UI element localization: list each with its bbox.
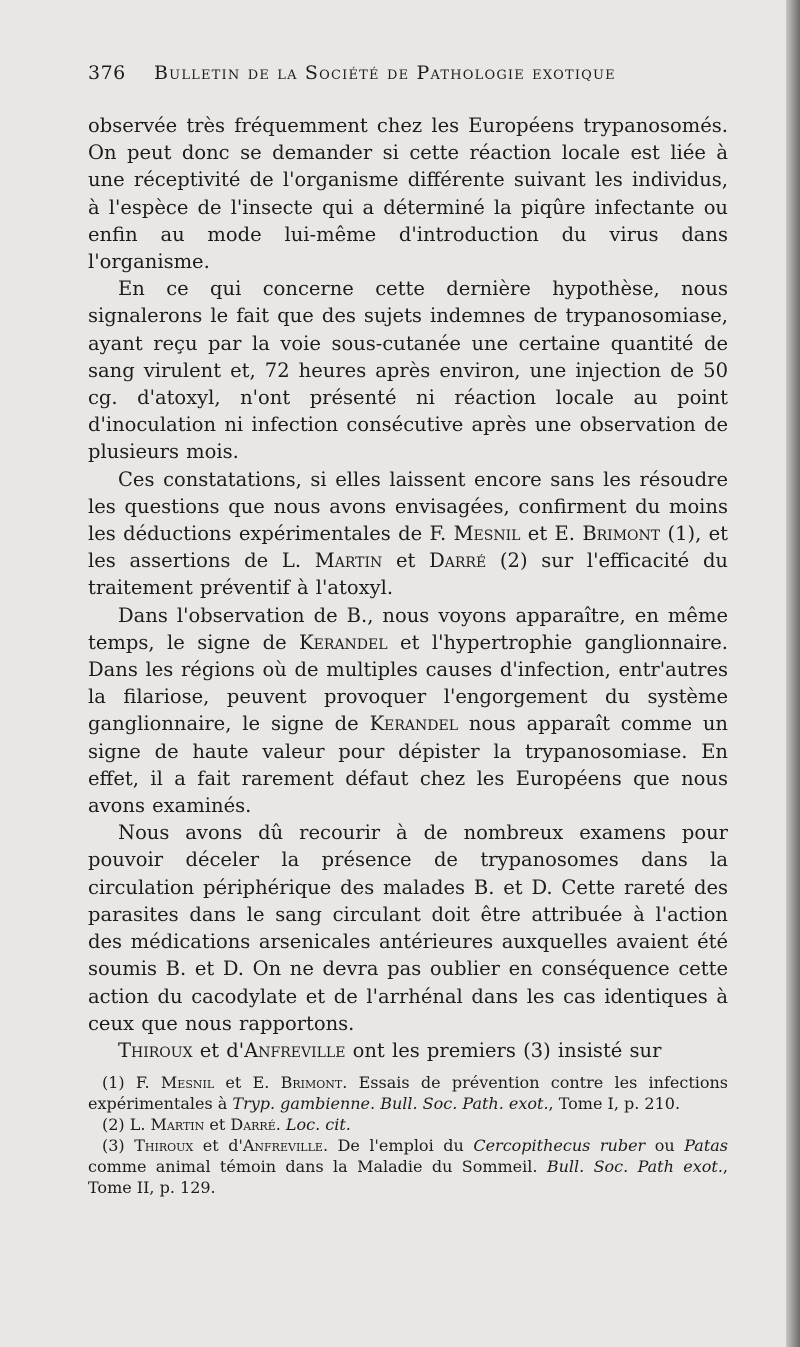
italic-run: Loc. cit. bbox=[285, 1115, 351, 1134]
paragraph-5: Nous avons dû recourir à de nombreux examens pour pouvoir déceler la présence de trypanosomes dans la circulation périphérique des malades B. et D. Cette rareté des parasites dans le sang circulant doit être attribuée à l'action des médications arsenicales antérieures auxquelles avaient été soumis B. et D. On ne devra pas oublier en conséquence cette action du cacodylate et de l'arrhénal dans les cas identiques à ceux que nous rapportons. bbox=[88, 821, 728, 1035]
paragraph-2: En ce qui concerne cette dernière hypothèse, nous signalerons le fait que des sujets indemnes de trypanosomiase, ayant reçu par la voie sous-cutanée une certaine quantité de sang virulent et, 72 heures après environ, une injection de 50 cg. d'atoxyl, n'ont présenté ni réaction locale au point d'inoculation ni infection consécutive après une observation de plusieurs mois. bbox=[88, 277, 728, 464]
text-run: . bbox=[275, 1115, 286, 1134]
text-run: nous apparaît comme un signe de haute valeur pour dépister la trypanosomiase. En effet, il a fait rarement défaut chez les Européens que nous avons examinés. bbox=[88, 712, 728, 818]
italic-run: Tryp. gambienne bbox=[232, 1094, 371, 1113]
footnotes bbox=[88, 1072, 728, 1198]
paragraph-3 bbox=[88, 466, 728, 602]
author-name: Mesnil bbox=[160, 1073, 215, 1092]
paragraph-1: observée très fréquemment chez les Européens trypanosomés. On peut donc se demander si cette réaction locale est liée à une réceptivité de l'organisme différente suivant les individus, à l'espèce de l'insecte qui a déterminé la piqûre infectante ou enfin au mode lui-même d'introduction du virus dans l'organisme. bbox=[88, 114, 728, 274]
author-name: Brimont bbox=[280, 1073, 343, 1092]
text-run: et d' bbox=[192, 1038, 245, 1062]
author-name: Thiroux bbox=[118, 1038, 193, 1062]
text-run: (1), et les assertions de L. bbox=[88, 522, 729, 573]
footnote-number: (3) bbox=[102, 1136, 135, 1155]
page-number: 376 bbox=[88, 62, 126, 84]
text-run: et l'hypertrophie ganglionnaire. Dans les régions où de multiples causes d'infection, entr'autres la filariose, peuvent provoquer l'engorgement du système ganglionnaire, le signe de bbox=[88, 630, 728, 736]
footnote-number: (2) L. bbox=[102, 1115, 151, 1134]
text-run: Ces constatations, si elles laissent encore sans les résoudre les questions que nous avons envisagées, confirment du moins les déductions expérimentales de F. bbox=[88, 467, 728, 546]
author-name: Darré bbox=[429, 549, 487, 573]
text-run: . Essais de prévention contre les infections expérimentales à bbox=[88, 1073, 729, 1113]
author-name: Kerandel bbox=[369, 712, 459, 736]
running-title: Bulletin de la Société de Pathologie exotique bbox=[154, 62, 616, 84]
footnote-3 bbox=[88, 1135, 728, 1198]
italic-run: Bull. Soc. Path exot. bbox=[546, 1157, 723, 1176]
paragraph-6 bbox=[88, 1037, 728, 1064]
author-name: Anfreville bbox=[244, 1038, 346, 1062]
text-run: . bbox=[370, 1094, 381, 1113]
text-run: comme animal témoin dans la Maladie du Sommeil. bbox=[88, 1157, 547, 1176]
author-name: Martin bbox=[150, 1115, 205, 1134]
author-name: Anfreville bbox=[242, 1136, 323, 1155]
text-run: , Tome I, p. 210. bbox=[548, 1094, 681, 1113]
page-edge-shadow bbox=[786, 0, 800, 1347]
author-name: Thiroux bbox=[134, 1136, 194, 1155]
text-run: ou bbox=[645, 1136, 685, 1155]
text-run: (2) sur l'efficacité du traitement préventif à l'atoxyl. bbox=[88, 549, 728, 600]
footnote-number: (1) F. bbox=[102, 1073, 161, 1092]
author-name: Mesnil bbox=[453, 522, 521, 546]
text-run: et bbox=[204, 1115, 231, 1134]
footnote-2 bbox=[88, 1114, 728, 1135]
author-name: Kerandel bbox=[299, 630, 388, 654]
text-run: et E. bbox=[214, 1073, 281, 1092]
body-text bbox=[88, 112, 728, 1064]
text-run: Dans l'observation de B., nous voyons apparaître, en même temps, le signe de bbox=[88, 603, 728, 654]
paragraph-4 bbox=[88, 602, 728, 820]
text-run: ont les premiers (3) insisté sur bbox=[345, 1038, 662, 1062]
page-header bbox=[88, 62, 728, 84]
italic-run: Bull. Soc. Path. exot. bbox=[380, 1094, 549, 1113]
text-run: . De l'emploi du bbox=[322, 1136, 474, 1155]
author-name: Brimont bbox=[582, 522, 661, 546]
author-name: Martin bbox=[314, 549, 383, 573]
author-name: Darré bbox=[230, 1115, 276, 1134]
text-run: et E. bbox=[520, 522, 583, 546]
italic-run: Patas bbox=[684, 1136, 729, 1155]
text-run: et bbox=[382, 549, 430, 573]
text-run: , Tome II, p. 129. bbox=[88, 1157, 729, 1197]
footnote-1 bbox=[88, 1072, 728, 1114]
text-run: et d' bbox=[193, 1136, 243, 1155]
italic-run: Cercopithecus ruber bbox=[473, 1136, 646, 1155]
